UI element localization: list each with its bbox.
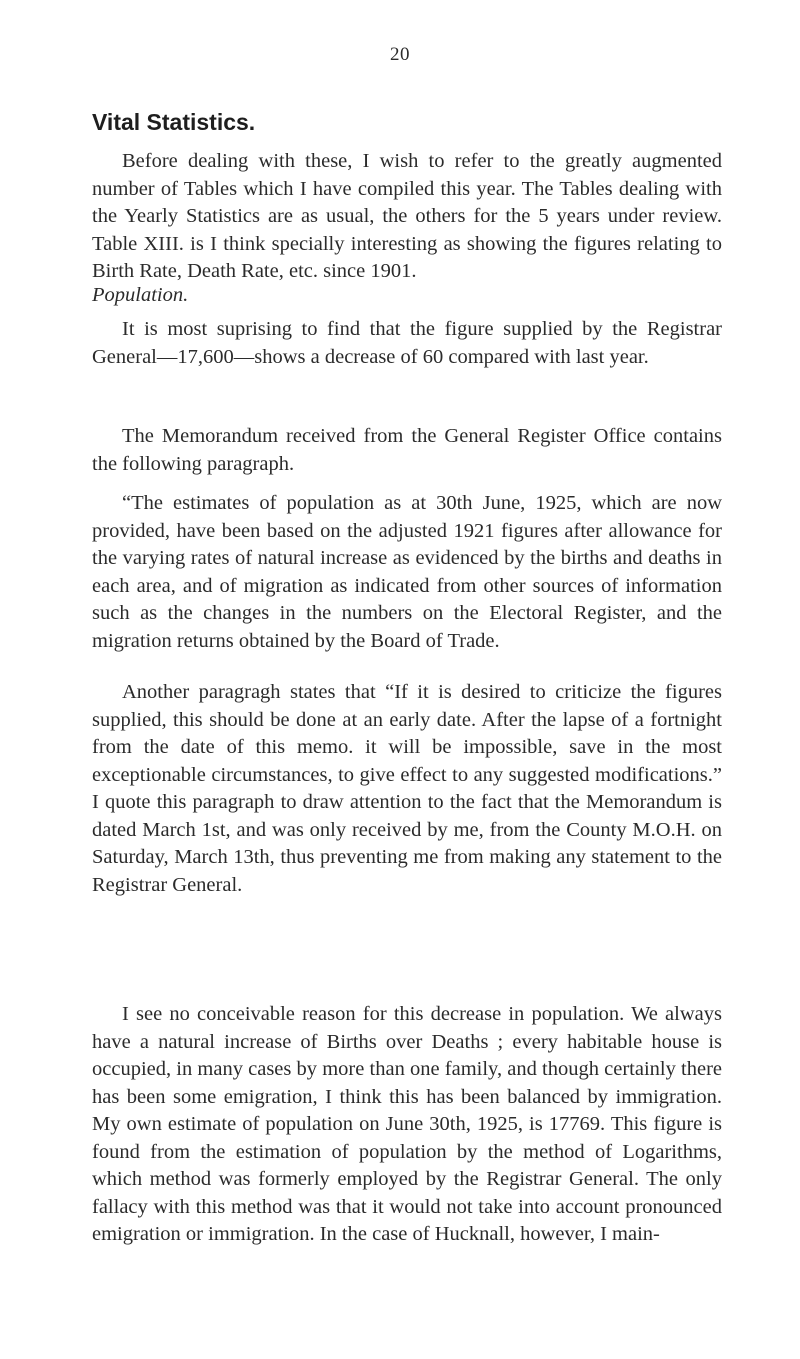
population-para-2-block — [92, 423, 722, 478]
intro-block — [92, 148, 722, 286]
population-heading-block — [92, 282, 722, 310]
population-para-4-block — [92, 679, 722, 899]
population-paragraph: Another paragragh states that “If it is desired to criticize the figures supplied, this should be done at an early date. After the lapse of a fortnight from the date of this memo. it will be impossible, save in the most exceptionable circumstances, to give effect to any suggested modifications.” I quote this paragraph to draw attention to the fact that the Memorandum is dated March 1st, and was only received by me, from the County M.O.H. on Saturday, March 13th, thus preventing me from making any statement to the Registrar General. — [92, 681, 722, 896]
population-paragraph: It is most suprising to find that the figure supplied by the Registrar General—17,600—shows a decrease of 60 compared with last year. — [92, 318, 722, 368]
intro-paragraph: Before dealing with these, I wish to refer to the greatly augmented number of Tables which I have compiled this year. The Tables dealing with the Yearly Statistics are as usual, the others for the 5 years under review. Table XIII. is I think specially interesting as showing the figures relating to Birth Rate, Death Rate, etc. since 1901. — [92, 150, 722, 282]
population-para-5-block — [92, 1001, 722, 1249]
population-para-1-block — [92, 316, 722, 371]
population-paragraph: The Memorandum received from the General Register Office contains the following paragraph. — [92, 425, 722, 475]
population-paragraph: I see no conceivable reason for this decrease in population. We always have a natural increase of Births over Deaths ; every habitable house is occupied, in many cases by more than one family, and though certainly there has been some emigration, I think this has been balanced by immigration. My own estimate of population on June 30th, 1925, is 17769. This figure is found from the estimation of population by the method of Logarithms, which method was formerly employed by the Registrar General. The only fallacy with this method was that it would not take into account pronounced emigration or immigration. In the case of Hucknall, however, I main- — [92, 1003, 722, 1245]
section-title: Vital Statistics. — [92, 109, 256, 135]
quoted-paragraph: “The estimates of population as at 30th June, 1925, which are now provided, have been based on the adjusted 1921 figures after allowance for the varying rates of natural increase as evidenced by the births and deaths in each area, and of migration as indicated from other sources of information such as the changes in the numbers on the Electoral Register, and the migration returns obtained by the Board of Trade. — [92, 492, 722, 652]
page-number: 20 — [390, 44, 410, 65]
population-para-3-block — [92, 490, 722, 655]
population-heading: Population. — [92, 284, 189, 306]
